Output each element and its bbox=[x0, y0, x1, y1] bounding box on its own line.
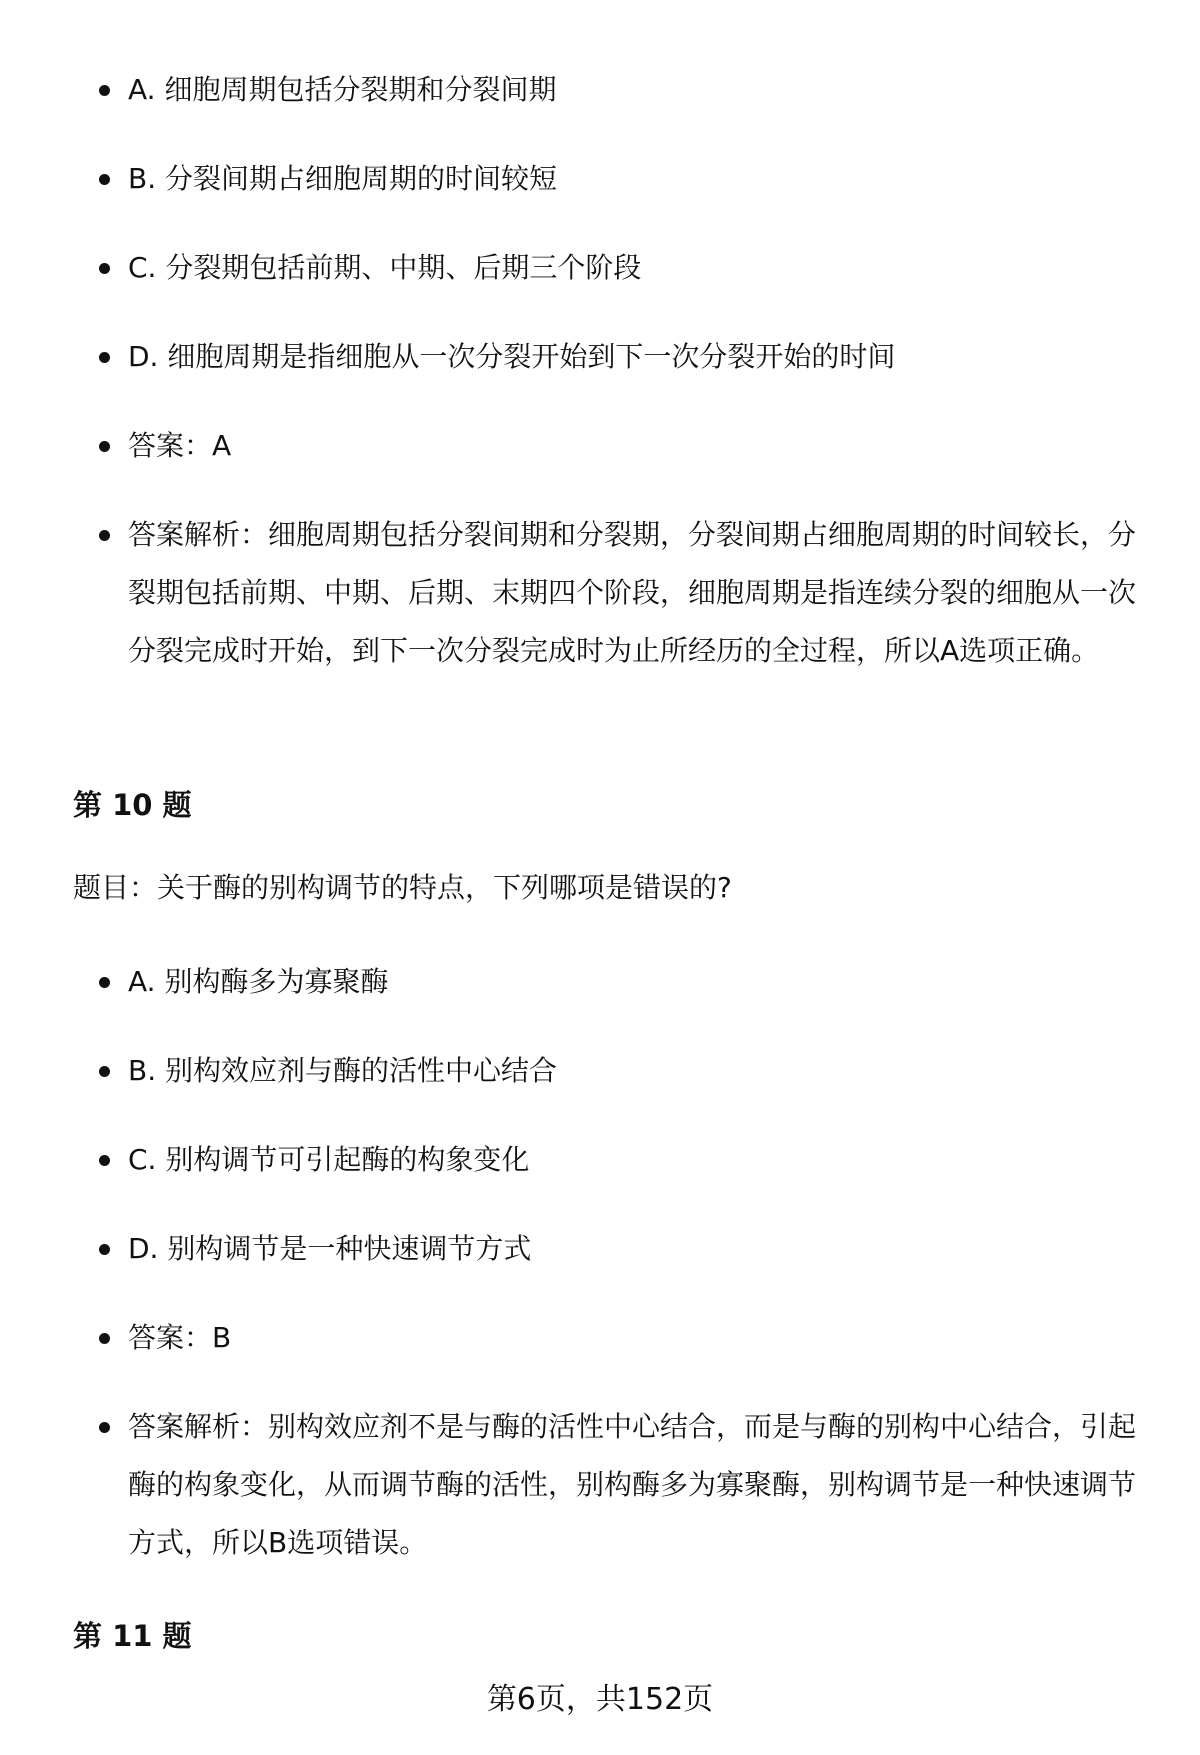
bullet-icon bbox=[99, 263, 110, 274]
q10-answer-text: 答案：B bbox=[128, 1321, 232, 1354]
q9-explanation-text: 答案解析：细胞周期包括分裂间期和分裂期，分裂间期占细胞周期的时间较长，分裂期包括前期、中期、后期、末期四个阶段，细胞周期是指连续分裂的细胞从一次分裂完成时开始，到下一次分裂完成时为止所经历的全过程，所以A选项正确。 bbox=[128, 518, 1137, 667]
bullet-icon bbox=[99, 85, 110, 96]
q10-option-a-text: A. 别构酶多为寡聚酶 bbox=[128, 965, 389, 998]
bullet-icon bbox=[99, 174, 110, 185]
q10-option-a bbox=[0, 953, 1200, 1011]
q10-option-list bbox=[0, 953, 1200, 1572]
q10-answer bbox=[0, 1309, 1200, 1367]
q10-explanation bbox=[0, 1398, 1200, 1572]
bullet-icon bbox=[99, 1155, 110, 1166]
q10-explanation-text: 答案解析：别构效应剂不是与酶的活性中心结合，而是与酶的别构中心结合，引起酶的构象变化，从而调节酶的活性，别构酶多为寡聚酶，别构调节是一种快速调节方式，所以B选项错误。 bbox=[128, 1410, 1137, 1559]
q9-option-d bbox=[0, 328, 1200, 386]
bullet-icon bbox=[99, 352, 110, 363]
bullet-icon bbox=[99, 1066, 110, 1077]
q9-option-b bbox=[0, 150, 1200, 208]
q9-option-a-text: A. 细胞周期包括分裂期和分裂间期 bbox=[128, 73, 557, 106]
q9-option-c bbox=[0, 239, 1200, 297]
q10-option-d bbox=[0, 1220, 1200, 1278]
page-footer: 第6页，共152页 bbox=[486, 1682, 714, 1717]
q9-explanation bbox=[0, 506, 1200, 680]
q10-option-b bbox=[0, 1042, 1200, 1100]
q9-option-b-text: B. 分裂间期占细胞周期的时间较短 bbox=[128, 162, 558, 195]
q9-option-a bbox=[0, 61, 1200, 119]
q9-answer-text: 答案：A bbox=[128, 429, 232, 462]
bullet-icon bbox=[99, 1244, 110, 1255]
bullet-icon bbox=[99, 530, 110, 541]
q10-heading: 第 10 题 bbox=[73, 788, 192, 822]
q10-option-c bbox=[0, 1131, 1200, 1189]
bullet-icon bbox=[99, 441, 110, 452]
q9-answer bbox=[0, 417, 1200, 475]
bullet-icon bbox=[99, 1422, 110, 1433]
q10-option-d-text: D. 别构调节是一种快速调节方式 bbox=[128, 1232, 532, 1265]
bullet-icon bbox=[99, 977, 110, 988]
q9-option-list bbox=[0, 61, 1200, 680]
q9-option-d-text: D. 细胞周期是指细胞从一次分裂开始到下一次分裂开始的时间 bbox=[128, 340, 896, 373]
q10-stem: 题目：关于酶的别构调节的特点，下列哪项是错误的? bbox=[73, 871, 732, 904]
q11-heading: 第 11 题 bbox=[73, 1619, 192, 1653]
q10-option-c-text: C. 别构调节可引起酶的构象变化 bbox=[128, 1143, 530, 1176]
q10-option-b-text: B. 别构效应剂与酶的活性中心结合 bbox=[128, 1054, 558, 1087]
bullet-icon bbox=[99, 1333, 110, 1344]
q9-option-c-text: C. 分裂期包括前期、中期、后期三个阶段 bbox=[128, 251, 642, 284]
